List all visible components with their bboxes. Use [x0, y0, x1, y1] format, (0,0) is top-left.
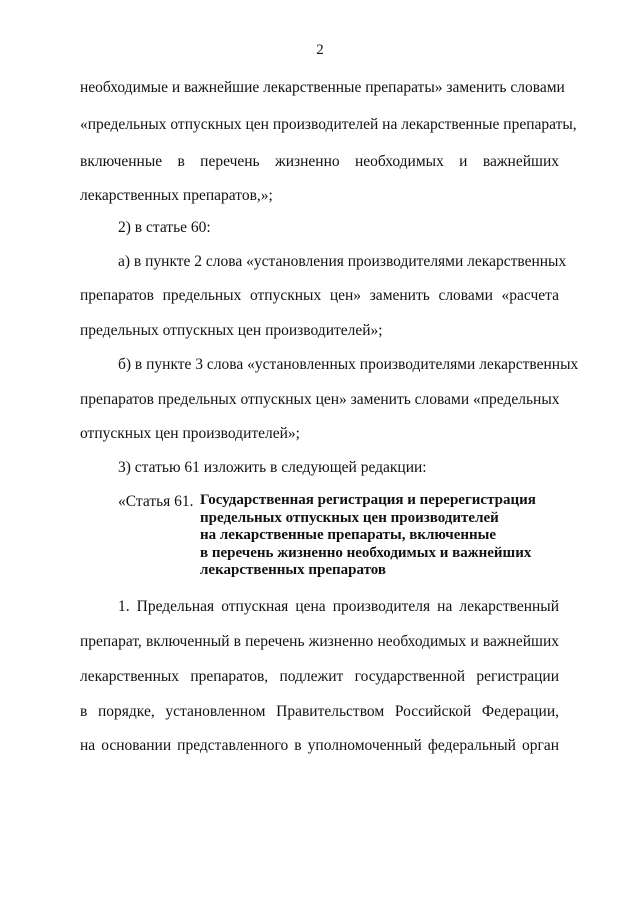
text-line: предельных отпускных цен производителей»;: [80, 322, 383, 339]
body-line: лекарственных препаратов, подлежит государственной регистрации: [80, 668, 559, 685]
text-line: а) в пункте 2 слова «установления производителями лекарственных: [118, 253, 567, 270]
page-number: 2: [316, 42, 324, 58]
text-line: необходимые и важнейшие лекарственные препараты» заменить словами: [80, 79, 565, 96]
text-line: 2) в статье 60:: [118, 219, 211, 236]
body-line: препарат, включенный в перечень жизненно необходимых и важнейших: [80, 633, 559, 650]
article-title-line: Государственная регистрация и перерегистрация: [200, 492, 536, 508]
text-line: препаратов предельных отпускных цен» заменить словами «предельных: [80, 391, 560, 408]
text-line: препаратов предельных отпускных цен» заменить словами «расчета: [80, 287, 559, 304]
text-line: лекарственных препаратов,»;: [80, 187, 273, 204]
article-title-line: предельных отпускных цен производителей: [200, 509, 499, 526]
article-title-line: лекарственных препаратов: [200, 562, 386, 578]
body-line: в порядке, установленном Правительством Российской Федерации,: [80, 703, 559, 720]
text-line: отпускных цен производителей»;: [80, 425, 300, 442]
text-line: б) в пункте 3 слова «установленных производителями лекарственных: [118, 356, 579, 373]
article-label: «Статья 61.: [118, 493, 194, 510]
article-title: [200, 492, 560, 580]
article-title-line: в перечень жизненно необходимых и важнейших: [200, 544, 532, 561]
text-line: «предельных отпускных цен производителей на лекарственные препараты,: [80, 116, 577, 133]
text-line: 3) статью 61 изложить в следующей редакции:: [118, 459, 427, 476]
article-title-line: на лекарственные препараты, включенные: [200, 527, 497, 543]
body-line: 1. Предельная отпускная цена производителя на лекарственный: [118, 598, 559, 615]
body-line: на основании представленного в уполномоченный федеральный орган: [80, 737, 559, 754]
text-line: включенные в перечень жизненно необходимых и важнейших: [80, 153, 559, 170]
